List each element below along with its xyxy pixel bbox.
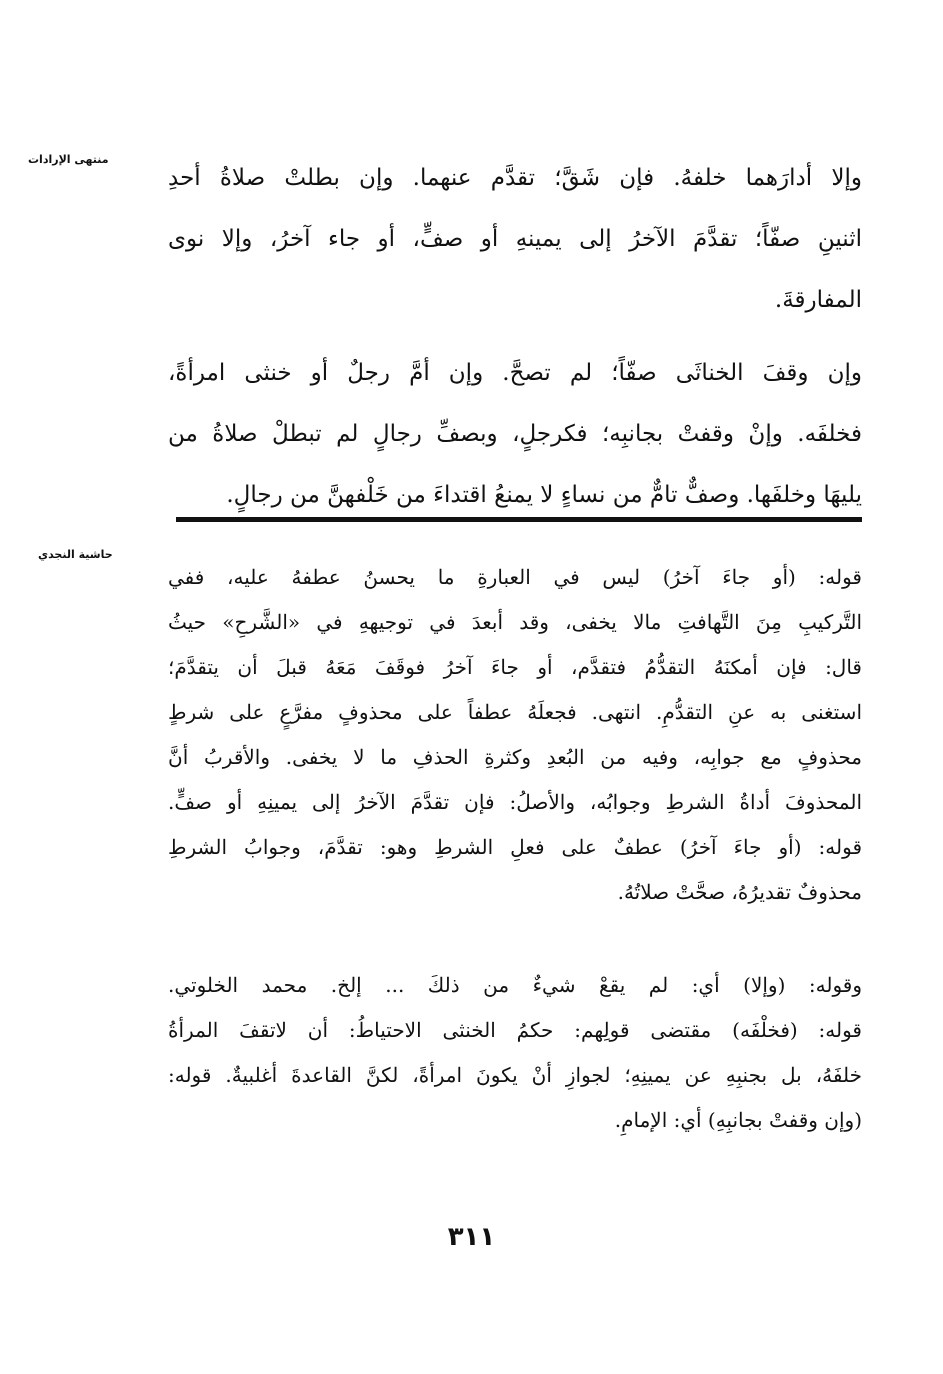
main-text-paragraph-2 <box>168 343 862 526</box>
main-text-line: فخلفَه. وإنْ وقفتْ بجانبِه؛ فكرجلٍ، وبصفِّ رجالٍ لم تبطلْ صلاةُ من <box>168 421 862 447</box>
page-number: ٣١١ <box>447 1222 496 1252</box>
main-text-line: اثنينِ صفّاً؛ تقدَّمَ الآخرُ إلى يمينهِ أو صفٍّ، أو جاء آخرُ، وإلا نوى <box>168 226 862 252</box>
commentary-line: محذوفٌ تقديرُهُ، صحَّتْ صلاتُهُ. <box>617 880 862 904</box>
commentary-line: قوله: (أو جاءَ آخرُ) ليس في العبارةِ ما يحسنُ عطفهُ عليه، ففي <box>168 565 862 589</box>
margin-label-source: منتهى الإرادات <box>28 153 109 166</box>
commentary-line: قوله: (فخلْفَه) مقتضى قولِهم: حكمُ الخنثى الاحتياطُ: أن لاتقفَ المرأةُ <box>168 1018 862 1042</box>
commentary-line: محذوفٍ مع جوابِه، وفيه من البُعدِ وكثرةِ الحذفِ ما لا يخفى. والأقربُ أنَّ <box>168 745 862 769</box>
commentary-paragraph-2 <box>168 963 862 1143</box>
commentary-paragraph-1 <box>168 555 862 915</box>
commentary-line: المحذوفَ أداةُ الشرطِ وجوابُه، والأصلُ: فإن تقدَّمَ الآخرُ إلى يمينِهِ أو صفٍّ. <box>168 790 863 814</box>
main-text-line: وإن وقفَ الخناثَى صفّاً؛ لم تصحَّ. وإن أمَّ رجلٌ أو خنثى امرأةً، <box>168 360 862 386</box>
section-divider <box>176 517 862 522</box>
main-text-line: يليهَا وخلفَها. وصفٌّ تامٌّ من نساءٍ لا يمنعُ اقتداءَ من خَلْفهنَّ من رجالٍ. <box>226 482 862 508</box>
main-text-line: وإلا أدارَهما خلفهُ. فإن شَقَّ؛ تقدَّم عنهما. وإن بطلتْ صلاةُ أحدِ <box>168 165 862 191</box>
commentary-line: قوله: (أو جاءَ آخرُ) عطفٌ على فعلِ الشرطِ وهو: تقدَّمَ، وجوابُ الشرطِ <box>168 835 862 859</box>
commentary-line: (وإن وقفتْ بجانبِهِ) أي: الإمامِ. <box>614 1108 862 1132</box>
commentary-line: قال: فإن أمكنَهُ التقدُّمُ فتقدَّم، أو جاءَ آخرُ فوقَفَ مَعَهُ قبلَ أن يتقدَّمَ؛ <box>168 655 862 679</box>
commentary-line: خلفَهُ، بل بجنبِهِ عن يمينِهِ؛ لجوازِ أنْ يكونَ امرأةً، لكنَّ القاعدةَ أغلبيةٌ. قوله: <box>168 1063 862 1087</box>
commentary-line: وقوله: (وإلا) أي: لم يقعْ شيءٌ من ذلكَ ... إلخ. محمد الخلوتي. <box>168 973 862 997</box>
main-text-paragraph-1 <box>168 148 862 331</box>
commentary-line: التَّركيبِ مِنَ التَّهافتِ مالا يخفى، وقد أبعدَ في توجيههِ في «الشَّرحِ» حيثُ <box>168 610 862 634</box>
margin-label-commentary: حاشية النجدي <box>38 548 113 561</box>
commentary-line: استغنى به عنِ التقدُّمِ. انتهى. فجعلَهُ عطفاً على محذوفٍ مفرَّعٍ على شرطٍ <box>168 700 862 724</box>
main-text-line: المفارقةَ. <box>774 287 862 313</box>
